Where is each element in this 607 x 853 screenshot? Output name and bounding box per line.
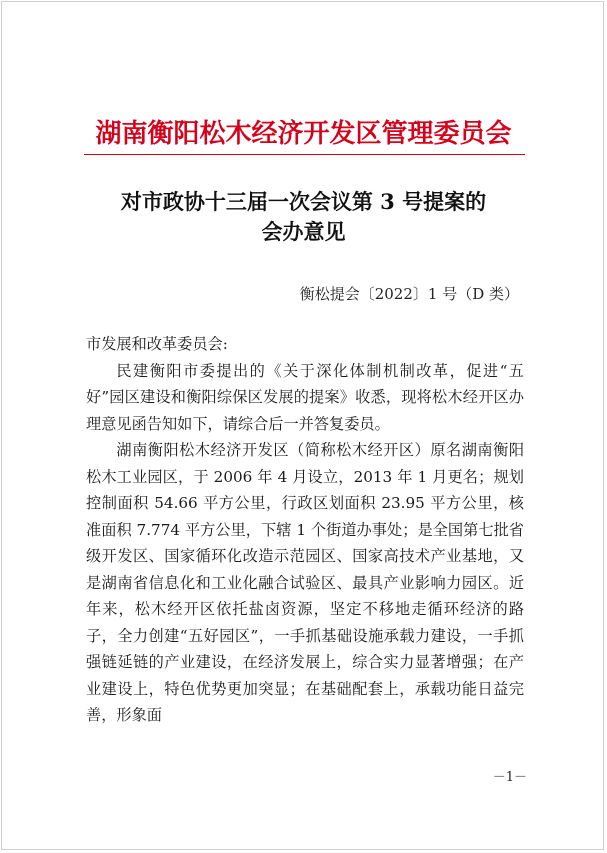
document-number: 衡松提会〔2022〕1 号（D 类）	[299, 285, 519, 303]
header-red-rule	[84, 154, 525, 155]
salutation: 市发展和改革委员会:	[86, 335, 228, 353]
page-number: －1－	[492, 770, 527, 785]
paragraph-1: 民建衡阳市委提出的《关于深化体制机制改革，促进“五好”园区建设和衡阳综保区发展的提案》收悉，现将松木经开区办理意见函告知如下，请综合后一并答复委员。	[86, 361, 524, 433]
document-title-line-1: 对市政协十三届一次会议第 3 号提案的	[120, 189, 487, 214]
issuing-organization-header: 湖南衡阳松木经济开发区管理委员会	[95, 119, 512, 149]
document-body	[86, 331, 524, 729]
document-title	[0, 187, 607, 247]
paragraph-2: 湖南衡阳松木经济开发区（简称松木经开区）原名湖南衡阳松木工业园区，于 2006 年 4 月设立，2013 年 1 月更名；规划控制面积 54.66 平方公里，行政区划面积 23.95 平方公里，核准面积 7.774 平方公里，下辖 1 个街道办事处；是全国第七批省级开发区、国家循环化改造示范园区、国家高技术产业基地，又是湖南省信息化和工业化融合试验区、最具产业影响力园区。近年来，松木经开区依托盐卤资源，坚定不移地走循环经济的路子，全力创建“五好园区”，一手抓基础设施承载力建设，一手抓强链延链的产业建设，在经济发展上，综合实力显著增强；在产业建设上，特色优势更加突显；在基础配套上，承载功能日益完善，形象面	[86, 441, 524, 724]
document-title-line-2: 会办意见	[261, 219, 346, 244]
